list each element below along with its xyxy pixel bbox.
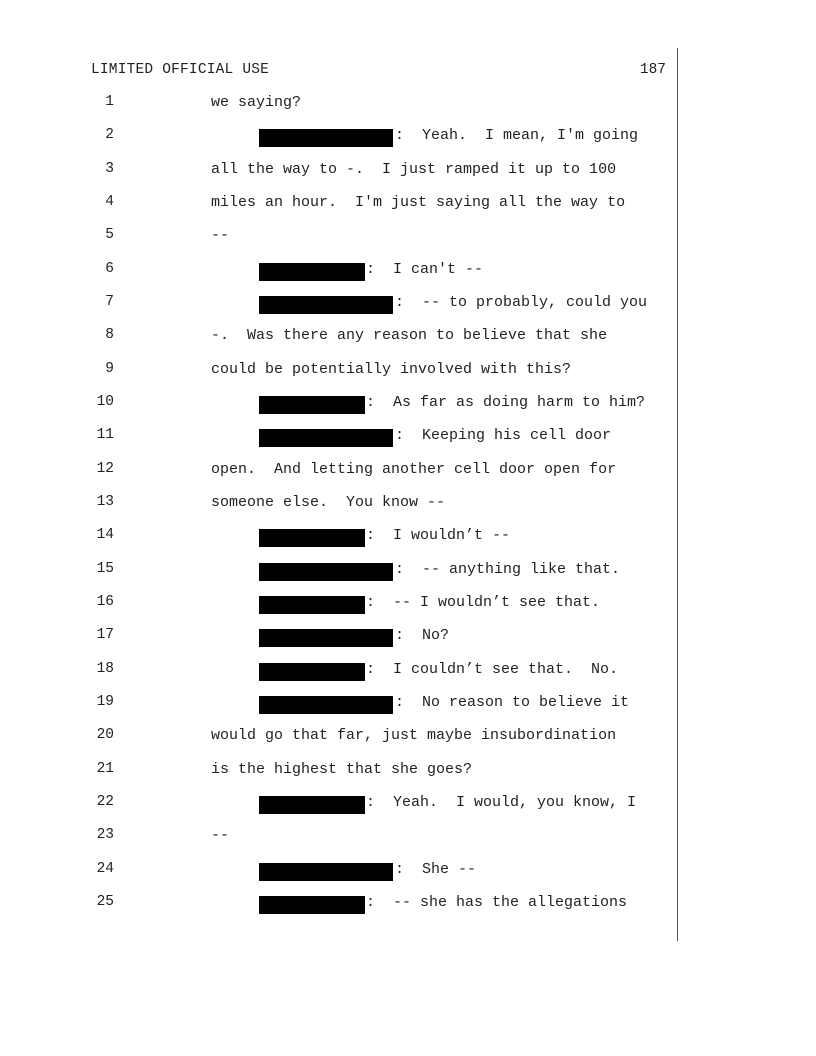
transcript-line <box>0 125 816 149</box>
line-number: 18 <box>96 661 114 677</box>
line-number: 9 <box>105 361 114 377</box>
line-number: 14 <box>96 527 114 543</box>
line-text: : I can't -- <box>366 261 484 278</box>
transcript-line <box>0 192 816 216</box>
line-number: 16 <box>96 594 114 610</box>
transcript-line <box>0 92 816 116</box>
line-text: -- <box>211 227 230 244</box>
line-text: : I couldn’t see that. No. <box>366 661 619 678</box>
redaction-box <box>259 529 365 547</box>
redaction-box <box>259 696 393 714</box>
line-text: : -- to probably, could you <box>395 294 648 311</box>
transcript-line <box>0 792 816 816</box>
transcript-line <box>0 592 816 616</box>
transcript-line <box>0 892 816 916</box>
line-text: : -- anything like that. <box>395 561 621 578</box>
line-number: 3 <box>105 161 114 177</box>
line-text: is the highest that she goes? <box>211 761 473 778</box>
transcript-line <box>0 159 816 183</box>
line-text: : No? <box>395 627 450 644</box>
line-text: all the way to -. I just ramped it up to 100 <box>211 161 617 178</box>
transcript-line <box>0 359 816 383</box>
redaction-box <box>259 663 365 681</box>
redaction-box <box>259 629 393 647</box>
redaction-box <box>259 563 393 581</box>
redaction-box <box>259 129 393 147</box>
transcript-line <box>0 392 816 416</box>
line-text: : Keeping his cell door <box>395 427 612 444</box>
redaction-box <box>259 863 393 881</box>
transcript-line <box>0 659 816 683</box>
transcript-line <box>0 459 816 483</box>
line-number: 17 <box>96 627 114 643</box>
line-number: 11 <box>96 427 114 443</box>
line-number: 5 <box>105 227 114 243</box>
transcript-line <box>0 225 816 249</box>
line-number: 2 <box>105 127 114 143</box>
line-number: 6 <box>105 261 114 277</box>
line-number: 22 <box>96 794 114 810</box>
line-number: 20 <box>96 727 114 743</box>
line-number: 15 <box>96 561 114 577</box>
line-number: 24 <box>96 861 114 877</box>
redaction-box <box>259 296 393 314</box>
line-text: we saying? <box>211 94 302 111</box>
line-number: 1 <box>105 94 114 110</box>
line-text: : Yeah. I mean, I'm going <box>395 127 639 144</box>
line-number: 25 <box>96 894 114 910</box>
line-number: 12 <box>96 461 114 477</box>
line-number: 8 <box>105 327 114 343</box>
line-text: -. Was there any reason to believe that she <box>211 327 608 344</box>
line-text: -- <box>211 827 230 844</box>
transcript-line <box>0 825 816 849</box>
line-number: 4 <box>105 194 114 210</box>
line-text: : As far as doing harm to him? <box>366 394 646 411</box>
redaction-box <box>259 263 365 281</box>
line-text: miles an hour. I'm just saying all the way to <box>211 194 626 211</box>
transcript-line <box>0 492 816 516</box>
line-text: : Yeah. I would, you know, I <box>366 794 637 811</box>
redaction-box <box>259 596 365 614</box>
transcript-line <box>0 859 816 883</box>
line-number: 7 <box>105 294 114 310</box>
line-number: 19 <box>96 694 114 710</box>
line-text: : -- I wouldn’t see that. <box>366 594 601 611</box>
transcript-line <box>0 692 816 716</box>
transcript-line <box>0 725 816 749</box>
line-text: : No reason to believe it <box>395 694 630 711</box>
line-number: 21 <box>96 761 114 777</box>
redaction-box <box>259 396 365 414</box>
line-number: 10 <box>96 394 114 410</box>
transcript-line <box>0 425 816 449</box>
transcript-line <box>0 325 816 349</box>
line-number: 23 <box>96 827 114 843</box>
transcript-line <box>0 525 816 549</box>
line-text: someone else. You know -- <box>211 494 446 511</box>
transcript-line <box>0 292 816 316</box>
line-text: : I wouldn’t -- <box>366 527 511 544</box>
line-text: would go that far, just maybe insubordination <box>211 727 617 744</box>
redaction-box <box>259 429 393 447</box>
line-text: : -- she has the allegations <box>366 894 628 911</box>
transcript-line <box>0 759 816 783</box>
classification-header: LIMITED OFFICIAL USE <box>91 62 270 78</box>
transcript-line <box>0 559 816 583</box>
line-number: 13 <box>96 494 114 510</box>
line-text: could be potentially involved with this? <box>211 361 572 378</box>
transcript-line <box>0 259 816 283</box>
redaction-box <box>259 896 365 914</box>
page-number: 187 <box>639 62 666 78</box>
line-text: open. And letting another cell door open for <box>211 461 617 478</box>
redaction-box <box>259 796 365 814</box>
line-text: : She -- <box>395 861 477 878</box>
transcript-line <box>0 625 816 649</box>
